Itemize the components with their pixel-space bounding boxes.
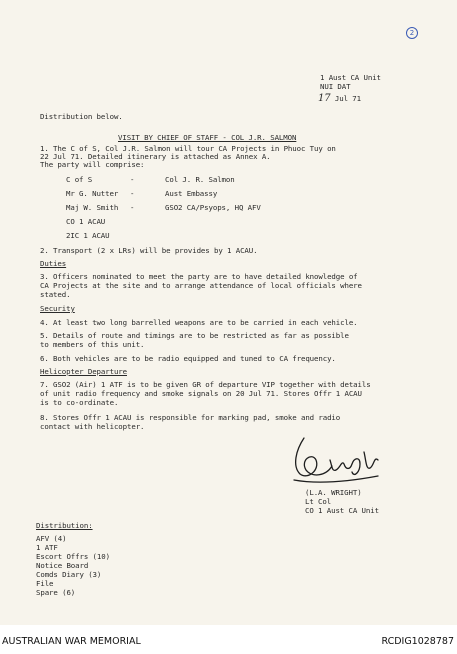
distribution-item: Escort Offrs (10)	[36, 552, 110, 561]
footer-record-id: RCDIG1028787	[381, 636, 454, 647]
page-number-mark: 2	[406, 27, 418, 39]
para1-line1: 1. The C of S, Col J.R. Salmon will tour CA Projects in Phuoc Tuy on	[40, 144, 336, 153]
distribution-item: File	[36, 579, 54, 588]
party-role: GSO2 CA/Psyops, HQ AFV	[165, 203, 261, 212]
distribution-item: AFV (4)	[36, 534, 67, 543]
para6: 6. Both vehicles are to be radio equipped and tuned to CA frequency.	[40, 354, 336, 363]
date-rest: Jul 71	[334, 94, 361, 103]
para5-line1: 5. Details of route and timings are to be restricted as far as possible	[40, 331, 349, 340]
signatory-appointment: CO 1 Aust CA Unit	[305, 506, 379, 515]
para2: 2. Transport (2 x LRs) will be provides by 1 ACAU.	[40, 246, 258, 255]
para1-line3: The party will comprise:	[40, 160, 145, 169]
duties-heading: Duties	[40, 259, 67, 268]
distribution-item: Comds Diary (3)	[36, 570, 102, 579]
party-dash: -	[130, 203, 135, 212]
distribution-note: Distribution below.	[40, 112, 123, 121]
para3-line2: CA Projects at the site and to arrange attendance of local officials where	[40, 281, 362, 290]
signatory-name: (L.A. WRIGHT)	[305, 488, 362, 497]
para8-line2: contact with helicopter.	[40, 422, 145, 431]
para3-line1: 3. Officers nominated to meet the party are to have detailed knowledge of	[40, 272, 358, 281]
date-line	[318, 94, 361, 103]
party-dash: -	[130, 175, 135, 184]
party-who: 2IC 1 ACAU	[66, 231, 110, 240]
para5-line2: to members of this unit.	[40, 340, 145, 349]
party-role: Col J. R. Salmon	[165, 175, 235, 184]
signatory-rank: Lt Col	[305, 497, 332, 506]
para8-line1: 8. Stores Offr 1 ACAU is responsible for marking pad, smoke and radio	[40, 413, 341, 422]
distribution-item: Spare (6)	[36, 588, 76, 597]
party-who: Maj W. Smith	[66, 203, 119, 212]
unit-name: 1 Aust CA Unit	[320, 73, 381, 82]
security-heading: Security	[40, 304, 75, 313]
date-day: 17	[318, 93, 331, 104]
distribution-heading: Distribution:	[36, 521, 93, 530]
distribution-item: 1 ATF	[36, 543, 58, 552]
party-who: Mr G. Nutter	[66, 189, 119, 198]
footer-source: AUSTRALIAN WAR MEMORIAL	[2, 636, 141, 647]
para7-line1: 7. GSO2 (Air) 1 ATF is to be given GR of departure VIP together with details	[40, 380, 371, 389]
party-who: CO 1 ACAU	[66, 217, 106, 226]
para7-line3: is to co-ordinate.	[40, 398, 119, 407]
para7-line2: of unit radio frequency and smoke signals on 20 Jul 71. Stores Offr 1 ACAU	[40, 389, 362, 398]
handwritten-signature	[286, 430, 386, 490]
party-who: C of S	[66, 175, 93, 184]
para4: 4. At least two long barrelled weapons are to be carried in each vehicle.	[40, 318, 358, 327]
para3-line3: stated.	[40, 290, 71, 299]
party-dash: -	[130, 189, 135, 198]
document-title: VISIT BY CHIEF OF STAFF - COL J.R. SALMON	[118, 133, 297, 142]
helicopter-heading: Helicopter Departure	[40, 367, 127, 376]
party-role: Aust Embassy	[165, 189, 218, 198]
location: NUI DAT	[320, 82, 351, 91]
distribution-item: Notice Board	[36, 561, 89, 570]
para1-line2: 22 Jul 71. Detailed itinerary is attached as Annex A.	[40, 152, 271, 161]
